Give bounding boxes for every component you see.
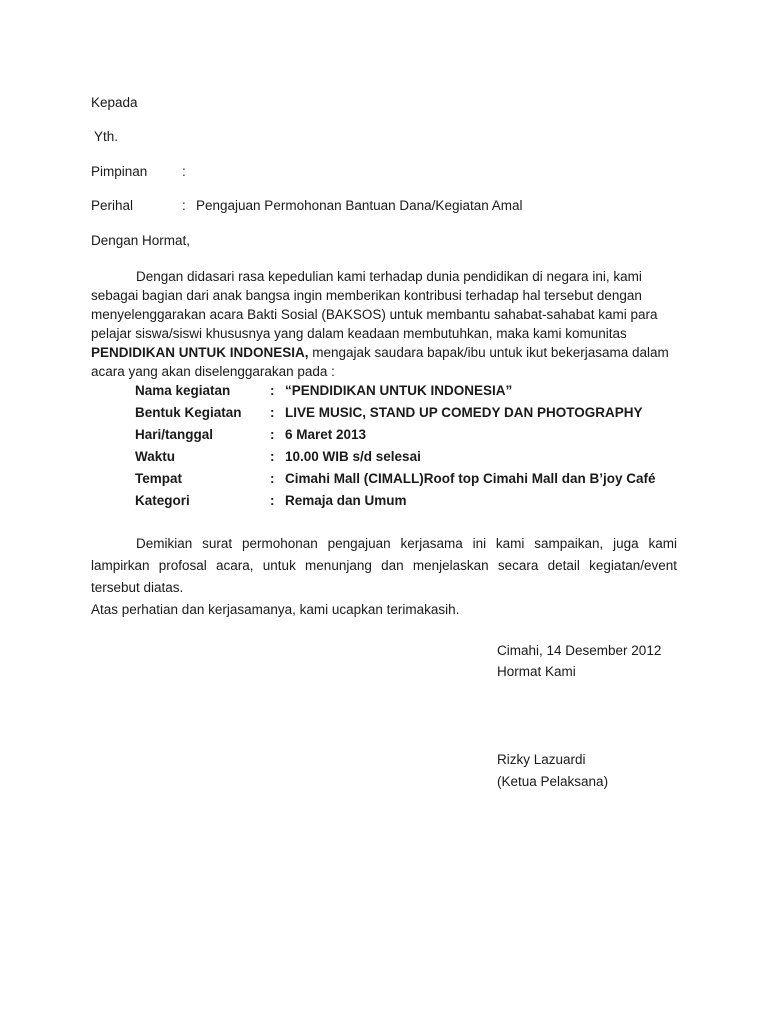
detail-label: Hari/tanggal: [135, 426, 214, 442]
detail-row: [135, 489, 656, 511]
perihal-label: Perihal: [91, 198, 134, 213]
opening-paragraph: [91, 267, 677, 381]
detail-colon: :: [270, 426, 275, 442]
detail-row: [135, 467, 656, 489]
community-name: PENDIDIKAN UNTUK INDONESIA,: [91, 345, 309, 360]
detail-colon: :: [270, 470, 275, 486]
signature-place-date: Cimahi, 14 Desember 2012: [497, 643, 662, 658]
opening-text-1: Dengan didasari rasa kepedulian kami terhadap dunia pendidikan di negara ini, kami sebagai bagian dari anak bangsa ingin memberikan kontribusi terhadap hal tersebut dengan menyelenggarakan acara Bakti Sosial (BAKSOS) untuk membantu sahabat-sahabat kami para pelajar siswa/siswi khususnya yang dalam keadaan membutuhkan, maka kami komunitas: [91, 269, 658, 341]
detail-label: Nama kegiatan: [135, 382, 231, 398]
detail-value: 6 Maret 2013: [285, 426, 367, 442]
detail-label: Waktu: [135, 448, 175, 464]
detail-row: [135, 445, 656, 467]
recipient-kepada: Kepada: [91, 95, 138, 110]
pimpinan-colon: :: [182, 164, 186, 179]
pimpinan-label: Pimpinan: [91, 164, 148, 179]
detail-label: Bentuk Kegiatan: [135, 404, 242, 420]
detail-colon: :: [270, 492, 275, 508]
pimpinan-line: [91, 164, 186, 179]
perihal-value: Pengajuan Permohonan Bantuan Dana/Kegiatan Amal: [196, 198, 523, 213]
detail-label: Kategori: [135, 492, 190, 508]
detail-row: [135, 401, 656, 423]
signature-title: (Ketua Pelaksana): [497, 774, 609, 789]
event-details-table: [135, 379, 656, 511]
recipient-yth: Yth.: [94, 129, 119, 144]
detail-value: LIVE MUSIC, STAND UP COMEDY DAN PHOTOGRAPHY: [285, 404, 643, 420]
detail-value: Cimahi Mall (CIMALL)Roof top Cimahi Mall dan B’joy Café: [285, 470, 656, 486]
opening-text-2: mengajak saudara bapak/ibu untuk ikut bekerjasama dalam acara yang akan diselenggarakan pada :: [91, 345, 669, 379]
detail-colon: :: [270, 404, 275, 420]
salutation: Dengan Hormat,: [91, 233, 191, 248]
closing-text: Demikian surat permohonan pengajuan kerjasama ini kami sampaikan, juga kami lampirkan profosal acara, untuk menunjang dan menjelaskan secara detail kegiatan/event tersebut diatas.: [91, 536, 677, 595]
detail-value: 10.00 WIB s/d selesai: [285, 448, 421, 464]
detail-value: Remaja dan Umum: [285, 492, 407, 508]
signature-name: Rizky Lazuardi: [497, 752, 586, 767]
thanks-text: Atas perhatian dan kerjasamanya, kami ucapkan terimakasih.: [91, 602, 460, 617]
detail-row: [135, 423, 656, 445]
detail-colon: :: [270, 448, 275, 464]
closing-paragraph: [91, 533, 677, 620]
detail-row: [135, 379, 656, 401]
detail-colon: :: [270, 382, 275, 398]
perihal-line: [91, 198, 523, 213]
signature-regards: Hormat Kami: [497, 664, 576, 679]
detail-value: “PENDIDIKAN UNTUK INDONESIA”: [285, 382, 513, 398]
perihal-colon: :: [182, 198, 186, 213]
detail-label: Tempat: [135, 470, 183, 486]
